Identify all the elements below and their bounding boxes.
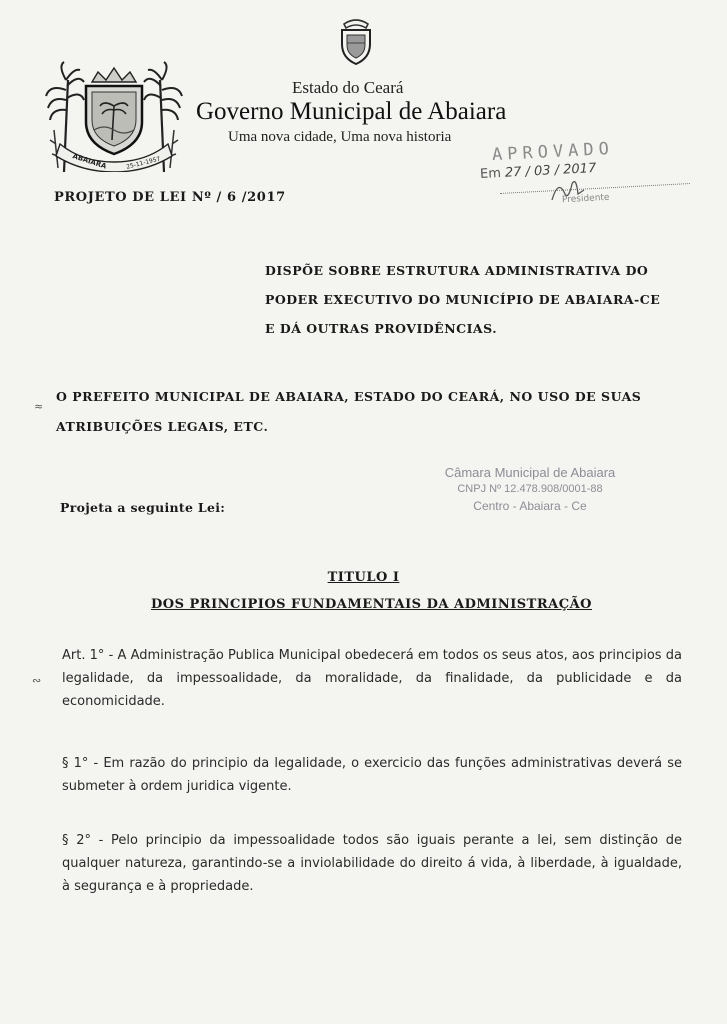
approval-date-prefix: Em bbox=[479, 165, 502, 183]
bill-summary-line: DISPÕE SOBRE ESTRUTURA ADMINISTRATIVA DO bbox=[265, 263, 649, 278]
approval-signature-line bbox=[500, 183, 690, 194]
preamble-line: O PREFEITO MUNICIPAL DE ABAIARA, ESTADO DO CEARÁ, NO USO DE SUAS bbox=[56, 389, 642, 404]
approval-stamp bbox=[470, 138, 710, 226]
margin-mark-icon: ≈ bbox=[34, 400, 44, 413]
bill-summary bbox=[265, 256, 685, 343]
crest-banner-text: ABAIARA bbox=[71, 152, 108, 171]
chamber-stamp bbox=[420, 464, 640, 515]
title-number: TITULO I bbox=[327, 570, 400, 585]
approval-signature-label: Presidente bbox=[561, 192, 610, 206]
title-name: DOS PRINCIPIOS FUNDAMENTAIS DA ADMINISTRAÇÃO bbox=[150, 597, 592, 612]
bill-number: PROJETO DE LEI Nº / 6 /2017 bbox=[54, 190, 286, 205]
preamble bbox=[56, 382, 696, 442]
bill-summary-line: E DÁ OUTRAS PROVIDÊNCIAS. bbox=[265, 321, 498, 336]
article-1-paragraph-2: § 2° - Pelo principio da impessoalidade todos são iguais perante a lei, sem distinção de qualquer natureza, garantindo-se a inviolabilidade do direito á vida, à liberdade, à igualdade, à segurança e à propriedade. bbox=[62, 833, 682, 894]
bill-summary-line: PODER EXECUTIVO DO MUNICÍPIO DE ABAIARA-CE bbox=[265, 292, 661, 307]
header-state-name: Estado do Ceará bbox=[292, 78, 404, 97]
chamber-stamp-name: Câmara Municipal de Abaiara bbox=[444, 465, 616, 480]
chamber-stamp-cnpj: CNPJ Nº 12.478.908/0001-88 bbox=[457, 483, 603, 495]
article-1-paragraph-1: § 1° - Em razão do principio da legalidade, o exercicio das funções administrativas deverá se submeter à ordem juridica vigente. bbox=[62, 756, 682, 794]
margin-mark-icon: ∾ bbox=[32, 674, 42, 687]
header-government-name: Governo Municipal de Abaiara bbox=[196, 98, 507, 125]
preamble-line: ATRIBUIÇÕES LEGAIS, ETC. bbox=[56, 419, 269, 434]
enactment-clause: Projeta a seguinte Lei: bbox=[60, 500, 226, 515]
crest-date-text: 25-11-1957 bbox=[125, 155, 162, 171]
article-1: Art. 1° - A Administração Publica Municipal obedecerá em todos os seus atos, aos principios da legalidade, da impessoalidade, da moralidade, da finalidade, da publicidade e da economicidade. bbox=[62, 648, 682, 709]
approval-stamp-word: APROVADO bbox=[491, 138, 615, 166]
state-crest-icon bbox=[336, 14, 376, 66]
header-slogan: Uma nova cidade, Uma nova historia bbox=[228, 129, 452, 145]
approval-date-handwritten: 27 / 03 / 2017 bbox=[504, 160, 597, 181]
chamber-stamp-address: Centro - Abaiara - Ce bbox=[473, 499, 587, 513]
municipal-coat-of-arms-icon bbox=[42, 60, 187, 172]
